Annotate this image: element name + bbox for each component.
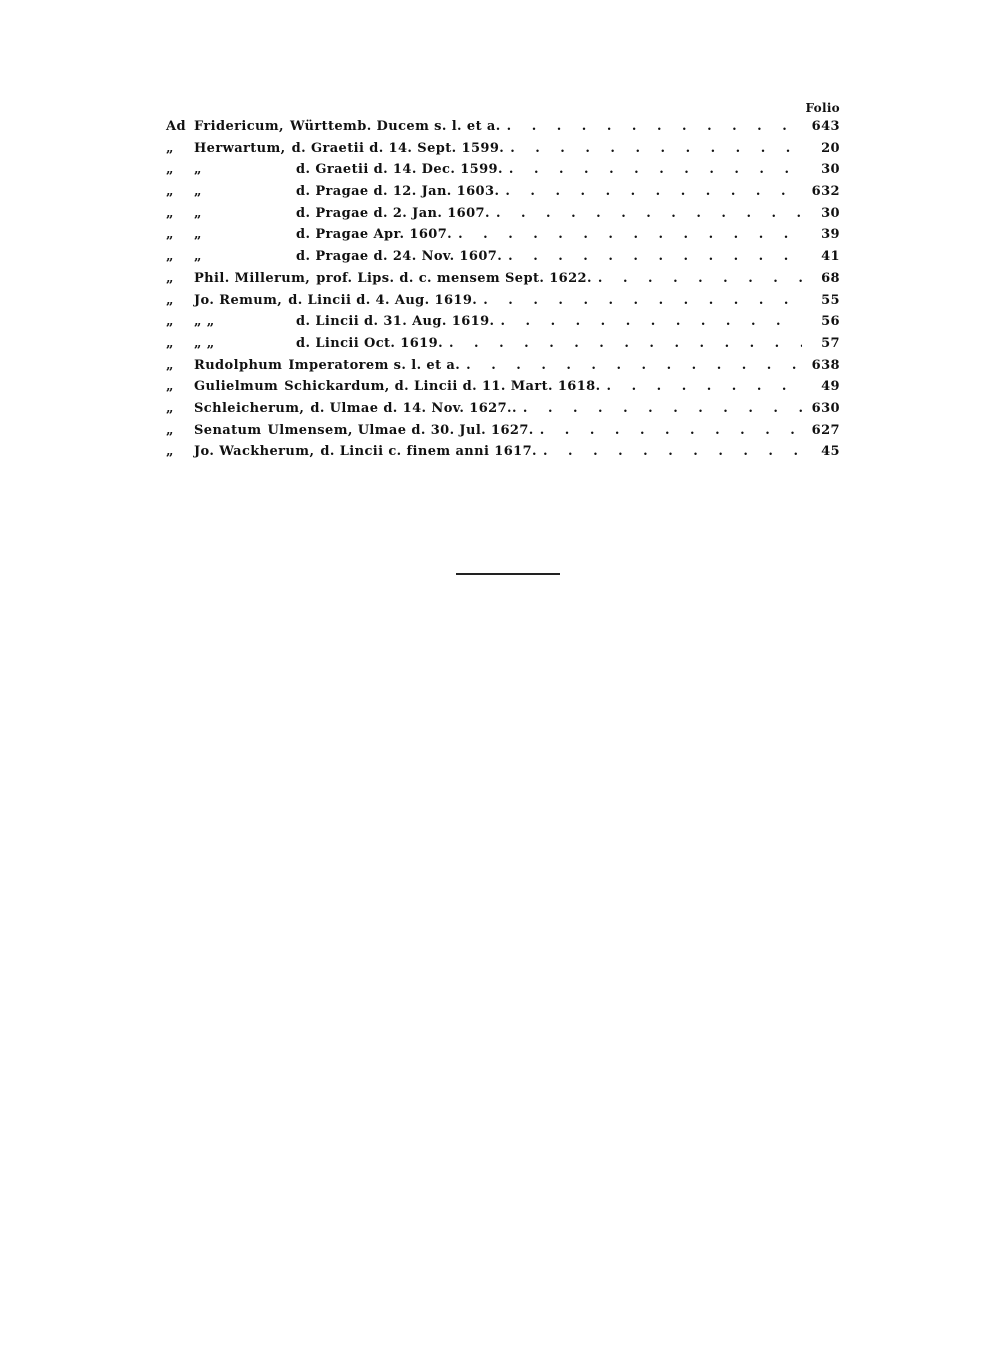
index-entry bbox=[166, 358, 840, 380]
entry-details: d. Lincii d. 31. Aug. 1619. bbox=[296, 314, 495, 330]
entry-prefix: „ bbox=[166, 379, 174, 395]
entry-recipient: „ bbox=[194, 249, 202, 265]
entry-details: d. Graetii d. 14. Sept. 1599. bbox=[291, 140, 505, 156]
entry-folio: 39 bbox=[821, 227, 840, 243]
entry-recipient: Herwartum, bbox=[194, 140, 286, 156]
index-entry bbox=[166, 249, 840, 271]
entry-prefix: Ad bbox=[166, 119, 186, 134]
entry-details: d. Pragae d. 12. Jan. 1603. bbox=[296, 184, 500, 200]
dot-leader bbox=[510, 141, 802, 156]
entry-prefix: „ bbox=[166, 422, 174, 438]
entry-details: d. Lincii Oct. 1619. bbox=[296, 335, 443, 351]
entry-details: d. Pragae d. 24. Nov. 1607. bbox=[296, 249, 503, 265]
entry-folio: 57 bbox=[821, 335, 840, 351]
entry-folio: 41 bbox=[821, 249, 840, 265]
entry-prefix: „ bbox=[166, 249, 174, 265]
entry-folio: 632 bbox=[811, 184, 840, 200]
entry-recipient: Jo. Wackherum, bbox=[194, 444, 315, 460]
entry-folio: 68 bbox=[821, 270, 840, 286]
entry-details: d. Pragae d. 2. Jan. 1607. bbox=[296, 205, 490, 221]
dot-leader bbox=[500, 314, 802, 329]
entry-recipient: Senatum bbox=[194, 422, 262, 438]
entry-folio: 45 bbox=[821, 444, 840, 460]
entry-recipient: Phil. Millerum, bbox=[194, 270, 311, 286]
entry-prefix: „ bbox=[166, 357, 174, 373]
section-end-rule bbox=[456, 573, 560, 575]
dot-leader bbox=[607, 379, 802, 394]
entry-recipient: Gulielmum bbox=[194, 379, 279, 395]
entry-folio: 49 bbox=[821, 379, 840, 395]
entry-details: d. Lincii c. finem anni 1617. bbox=[320, 444, 537, 460]
index-entry bbox=[166, 423, 840, 445]
entry-recipient: Schleicherum, bbox=[194, 400, 305, 416]
entry-recipient: „ bbox=[194, 184, 202, 200]
dot-leader bbox=[523, 401, 802, 416]
entry-prefix: „ bbox=[166, 270, 174, 286]
entry-details: prof. Lips. d. c. mensem Sept. 1622. bbox=[316, 270, 592, 286]
entry-folio: 56 bbox=[821, 314, 840, 330]
entry-recipient: Jo. Remum, bbox=[194, 292, 283, 308]
entry-recipient: „ „ bbox=[194, 335, 215, 351]
index-entry bbox=[166, 271, 840, 293]
dot-leader bbox=[598, 271, 802, 286]
index-entry bbox=[166, 293, 840, 315]
entry-folio: 630 bbox=[811, 400, 840, 416]
entry-recipient: „ „ bbox=[194, 314, 215, 330]
entry-details: Ulmensem, Ulmae d. 30. Jul. 1627. bbox=[267, 422, 534, 438]
dot-leader bbox=[507, 119, 802, 134]
index-entry bbox=[166, 206, 840, 228]
entry-folio: 30 bbox=[821, 162, 840, 178]
entry-prefix: „ bbox=[166, 292, 174, 308]
entry-folio: 55 bbox=[821, 292, 840, 308]
index-entry bbox=[166, 184, 840, 206]
dot-leader bbox=[449, 336, 802, 351]
folio-column-heading: Folio bbox=[805, 101, 840, 115]
dot-leader bbox=[483, 293, 802, 308]
dot-leader bbox=[466, 358, 802, 373]
entry-recipient: „ bbox=[194, 205, 202, 221]
index-entry bbox=[166, 336, 840, 358]
entry-recipient: Rudolphum bbox=[194, 357, 283, 373]
entry-recipient: „ bbox=[194, 162, 202, 178]
entry-prefix: „ bbox=[166, 162, 174, 178]
dot-leader bbox=[458, 227, 802, 242]
dot-leader bbox=[505, 184, 802, 199]
index-entry bbox=[166, 162, 840, 184]
index-entry bbox=[166, 119, 840, 141]
entry-prefix: „ bbox=[166, 335, 174, 351]
dot-leader bbox=[509, 162, 802, 177]
index-entry bbox=[166, 401, 840, 423]
entry-folio: 638 bbox=[811, 357, 840, 373]
entry-details: d. Graetii d. 14. Dec. 1599. bbox=[296, 162, 503, 178]
dot-leader bbox=[543, 444, 802, 459]
entry-prefix: „ bbox=[166, 140, 174, 156]
entry-prefix: „ bbox=[166, 400, 174, 416]
index-entry bbox=[166, 141, 840, 163]
entry-prefix: „ bbox=[166, 314, 174, 330]
entry-prefix: „ bbox=[166, 184, 174, 200]
entry-prefix: „ bbox=[166, 227, 174, 243]
entry-details: d. Pragae Apr. 1607. bbox=[296, 227, 453, 243]
index-entry bbox=[166, 379, 840, 401]
entry-folio: 30 bbox=[821, 205, 840, 221]
entry-details: Schickardum, d. Lincii d. 11. Mart. 1618. bbox=[284, 379, 601, 395]
entry-details: Imperatorem s. l. et a. bbox=[288, 357, 461, 373]
dot-leader bbox=[540, 423, 802, 438]
letter-index-list bbox=[166, 119, 840, 466]
index-entry bbox=[166, 227, 840, 249]
dot-leader bbox=[508, 249, 802, 264]
entry-details: d. Lincii d. 4. Aug. 1619. bbox=[288, 292, 478, 308]
entry-folio: 20 bbox=[821, 140, 840, 156]
entry-details: Württemb. Ducem s. l. et a. bbox=[290, 119, 501, 134]
entry-folio: 643 bbox=[811, 119, 840, 134]
dot-leader bbox=[496, 206, 802, 221]
entry-recipient: Fridericum, bbox=[194, 119, 284, 134]
entry-prefix: „ bbox=[166, 444, 174, 460]
index-entry bbox=[166, 314, 840, 336]
entry-prefix: „ bbox=[166, 205, 174, 221]
entry-details: d. Ulmae d. 14. Nov. 1627.. bbox=[310, 400, 517, 416]
index-entry bbox=[166, 444, 840, 466]
entry-folio: 627 bbox=[811, 422, 840, 438]
entry-recipient: „ bbox=[194, 227, 202, 243]
